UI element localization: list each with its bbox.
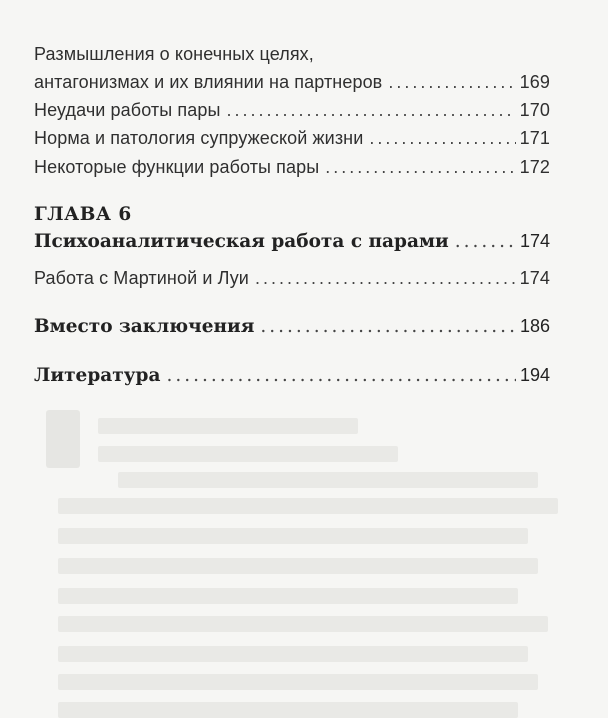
toc-chapter-entry: [34, 365, 550, 386]
toc-page-number: 174: [519, 268, 550, 288]
toc-page-number: 171: [519, 128, 550, 148]
toc-entry: [34, 72, 550, 93]
toc-page-number: 172: [519, 157, 550, 177]
toc-entry-line: [34, 44, 550, 65]
toc-entry-title: Норма и патология супружеской жизни: [34, 128, 364, 148]
toc-entry: [34, 100, 550, 121]
toc-chapter-entry: [34, 231, 550, 252]
dot-leader: [227, 100, 516, 121]
toc-entry-title: Неудачи работы пары: [34, 100, 221, 120]
toc-entry: [34, 157, 550, 178]
toc-entry: [34, 128, 550, 149]
dot-leader: [255, 268, 516, 289]
dot-leader: [369, 128, 515, 149]
toc-entry-title: Размышления о конечных целях,: [34, 44, 314, 64]
dot-leader: [260, 316, 516, 337]
toc-entry-title: Работа с Мартиной и Луи: [34, 268, 249, 288]
chapter-title: Психоаналитическая работа с парами: [34, 231, 449, 252]
toc-page-number: 169: [519, 72, 550, 92]
toc-page-number: 194: [519, 365, 550, 385]
chapter-label: [34, 204, 550, 225]
dot-leader: [388, 72, 515, 93]
toc-page-number: 186: [519, 316, 550, 336]
bleed-through-text: [18, 380, 608, 713]
toc-entry: [34, 268, 550, 289]
literature-title: Литература: [34, 365, 161, 386]
toc-entry-title: Некоторые функции работы пары: [34, 157, 320, 177]
toc-page-number: 174: [519, 231, 550, 251]
dot-leader: [166, 365, 515, 386]
chapter-number: ГЛАВА 6: [34, 204, 132, 225]
toc-page-number: 170: [519, 100, 550, 120]
toc-entry-title: антагонизмах и их влиянии на партнеров: [34, 72, 383, 92]
dot-leader: [455, 231, 516, 252]
dot-leader: [325, 157, 515, 178]
conclusion-title: Вместо заключения: [34, 316, 255, 337]
toc-chapter-entry: [34, 316, 550, 337]
